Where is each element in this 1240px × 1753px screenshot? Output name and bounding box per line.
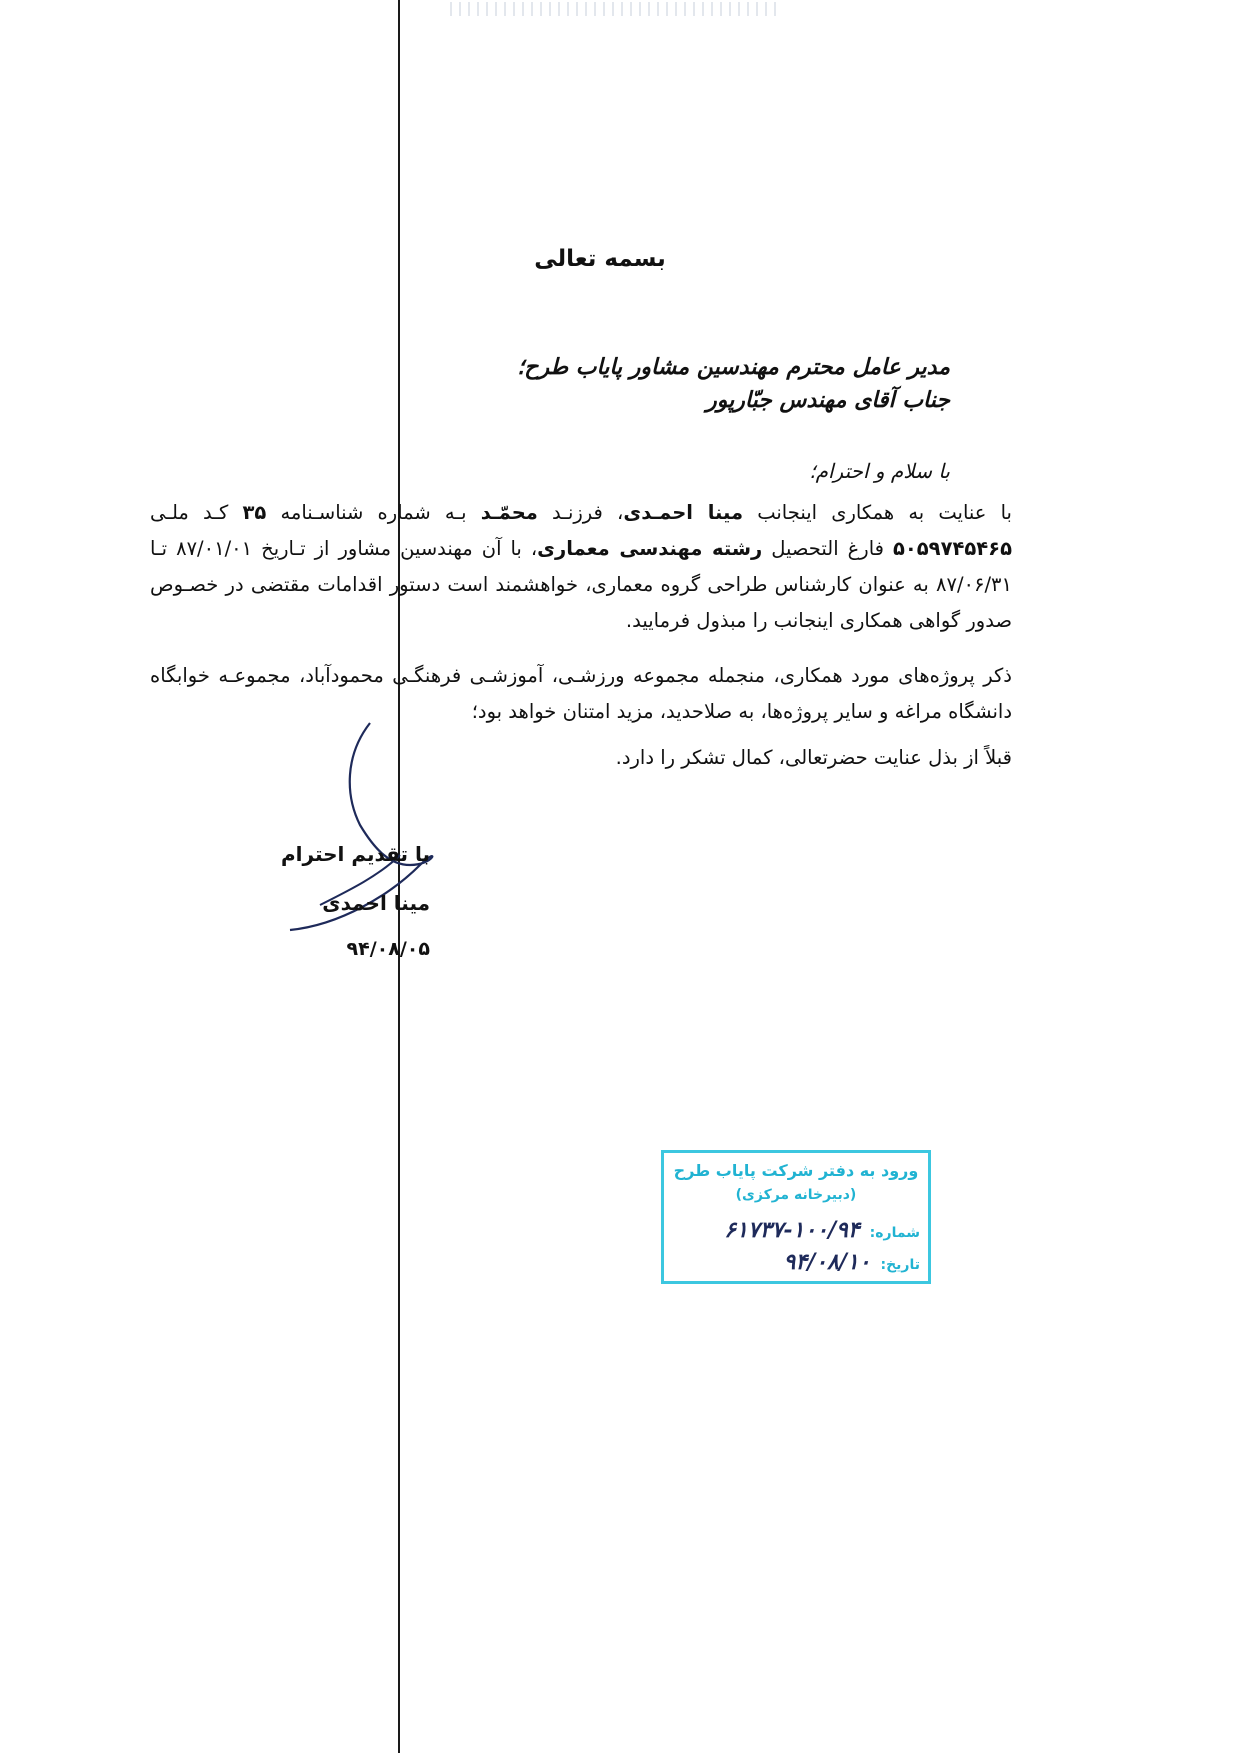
body-paragraph-3: قبلاً از بذل عنایت حضرتعالی، کمال تشکر را دارد.	[615, 746, 1012, 769]
recipient-line-2: جناب آقای مهندس جبّارپور	[706, 387, 950, 413]
birth-certificate-number: ۳۵	[242, 501, 267, 524]
body-paragraph-1	[150, 495, 1012, 639]
stamp-subtitle: (دبیرخانه مرکزی)	[735, 1187, 857, 1203]
stamp-number-label: شماره:	[869, 1225, 920, 1241]
p1-text-b: ، فرزنـد	[537, 501, 624, 524]
basmala-heading: بسمه تعالی	[534, 246, 666, 272]
p1-text-c: بـه شماره شناسـنامه	[266, 501, 481, 524]
stamp-number-row	[672, 1217, 920, 1243]
p1-text-d: کـد ملـی	[150, 501, 243, 524]
scan-artifact	[450, 2, 780, 16]
signature-date: ۹۴/۰۸/۰۵	[346, 938, 430, 960]
closing-regards: با تقدیم احترام	[281, 842, 430, 866]
stamp-date-row	[672, 1249, 920, 1275]
field-of-study: رشته مهندسی معماری	[537, 537, 763, 560]
stamp-date-label: تاریخ:	[880, 1257, 920, 1273]
body-paragraph-2: ذکر پروژه‌های مورد همکاری، منجمله مجموعه ورزشـی، آموزشـی فرهنگـی محمودآباد، مجموعـه خوابگاه دانشگاه مراغه و سایر پروژه‌ها، به صلاحدید، مزید امتنان خواهد بود؛	[150, 664, 1012, 723]
greeting: با سلام و احترام؛	[809, 459, 950, 483]
p1-text-e: فارغ التحصیل	[762, 537, 893, 560]
handwritten-signature	[250, 715, 450, 955]
national-code: ۵۰۵۹۷۴۵۴۶۵	[892, 537, 1012, 560]
father-name: محمّـد	[480, 501, 538, 524]
receipt-stamp	[661, 1150, 931, 1284]
stamp-number-value: ۱۰۰/۹۴-۶۱۷۳۷	[724, 1217, 860, 1243]
p1-text-a: با عنایت به همکاری اینجانب	[743, 501, 1012, 524]
signatory-name: مینا احمدی	[322, 891, 430, 915]
recipient-line-1: مدیر عامل محترم مهندسین مشاور پایاب طرح؛	[517, 354, 950, 380]
stamp-title: ورود به دفتر شرکت پایاب طرح	[673, 1161, 919, 1180]
p1-text-f: ، با آن مهندسین مشاور از تـاریخ ۸۷/۰۱/۰۱ تـا ۸۷/۰۶/۳۱ به عنوان کارشناس طراحی گروه معماری، خواهشمند است دستور اقدامات مقتضی در خصـوص صدور گواهی همکاری اینجانب را مبذول فرمایید.	[150, 537, 1012, 632]
applicant-name: مینا احمـدی	[623, 501, 744, 524]
stamp-date-value: ۹۴/۰۸/۱۰	[783, 1249, 871, 1275]
